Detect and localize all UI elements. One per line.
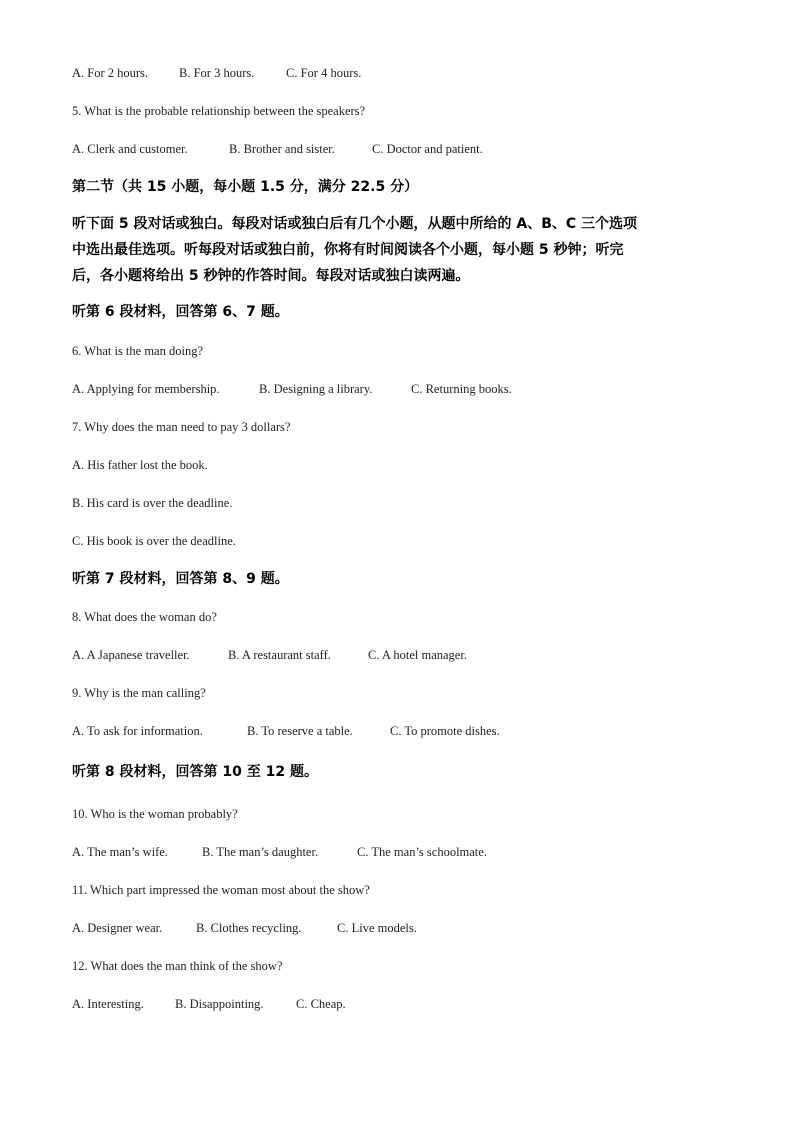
q7-question: 7. Why does the man need to pay 3 dollars? <box>72 420 291 434</box>
q10-question: 10. Who is the woman probably? <box>72 807 238 821</box>
q11-option-a: A. Designer wear. <box>72 921 163 935</box>
q5-option-c: C. Doctor and patient. <box>372 142 483 156</box>
q10-option-c: C. The man’s schoolmate. <box>357 845 487 859</box>
q9-option-c: C. To promote dishes. <box>390 724 500 738</box>
q5-option-b: B. Brother and sister. <box>229 142 335 156</box>
q6-option-c: C. Returning books. <box>411 382 512 396</box>
section-title: 第二节（共 15 小题，每小题 1.5 分，满分 22.5 分） <box>72 179 419 195</box>
part8-heading: 听第 8 段材料，回答第 10 至 12 题。 <box>72 764 318 780</box>
q11-options <box>72 920 722 936</box>
q8-question: 8. What does the woman do? <box>72 610 217 624</box>
q8-options <box>72 647 722 663</box>
q10-option-a: A. The man’s wife. <box>72 845 168 859</box>
q11-question: 11. Which part impressed the woman most about the show? <box>72 883 370 897</box>
q10-option-b: B. The man’s daughter. <box>202 845 319 859</box>
q8-option-b: B. A restaurant staff. <box>228 648 331 662</box>
q4-option-b: B. For 3 hours. <box>179 66 255 80</box>
q9-option-a: A. To ask for information. <box>72 724 203 738</box>
q4-option-a: A. For 2 hours. <box>72 66 149 80</box>
q11-option-c: C. Live models. <box>337 921 417 935</box>
instructions-line-3: 后，各小题将给出 5 秒钟的作答时间。每段对话或独白读两遍。 <box>72 268 470 284</box>
q7-option-a: A. His father lost the book. <box>72 458 208 472</box>
q6-option-a: A. Applying for membership. <box>72 382 220 396</box>
instructions-line-1: 听下面 5 段对话或独白。每段对话或独白后有几个小题，从题中所给的 A、B、C 三个选项 <box>72 216 638 232</box>
q8-option-a: A. A Japanese traveller. <box>72 648 190 662</box>
instructions-line-2: 中选出最佳选项。听每段对话或独白前，你将有时间阅读各个小题，每小题 5 秒钟；听完 <box>72 242 624 258</box>
q9-question: 9. Why is the man calling? <box>72 686 206 700</box>
q9-options <box>72 723 722 739</box>
q12-option-c: C. Cheap. <box>296 997 346 1011</box>
q4-options <box>72 65 722 81</box>
q5-options <box>72 141 722 157</box>
q11-option-b: B. Clothes recycling. <box>196 921 302 935</box>
q9-option-b: B. To reserve a table. <box>247 724 353 738</box>
q4-option-c: C. For 4 hours. <box>286 66 362 80</box>
q8-option-c: C. A hotel manager. <box>368 648 467 662</box>
q12-question: 12. What does the man think of the show? <box>72 959 283 973</box>
q7-option-c: C. His book is over the deadline. <box>72 534 236 548</box>
q12-option-a: A. Interesting. <box>72 997 144 1011</box>
q5-option-a: A. Clerk and customer. <box>72 142 188 156</box>
q7-option-b: B. His card is over the deadline. <box>72 496 233 510</box>
q12-options <box>72 996 722 1012</box>
part6-heading: 听第 6 段材料，回答第 6、7 题。 <box>72 304 289 320</box>
q10-options <box>72 844 722 860</box>
q6-options <box>72 381 722 397</box>
q6-option-b: B. Designing a library. <box>259 382 373 396</box>
part7-heading: 听第 7 段材料，回答第 8、9 题。 <box>72 571 289 587</box>
q6-question: 6. What is the man doing? <box>72 344 203 358</box>
q12-option-b: B. Disappointing. <box>175 997 264 1011</box>
q5-question: 5. What is the probable relationship between the speakers? <box>72 104 366 118</box>
